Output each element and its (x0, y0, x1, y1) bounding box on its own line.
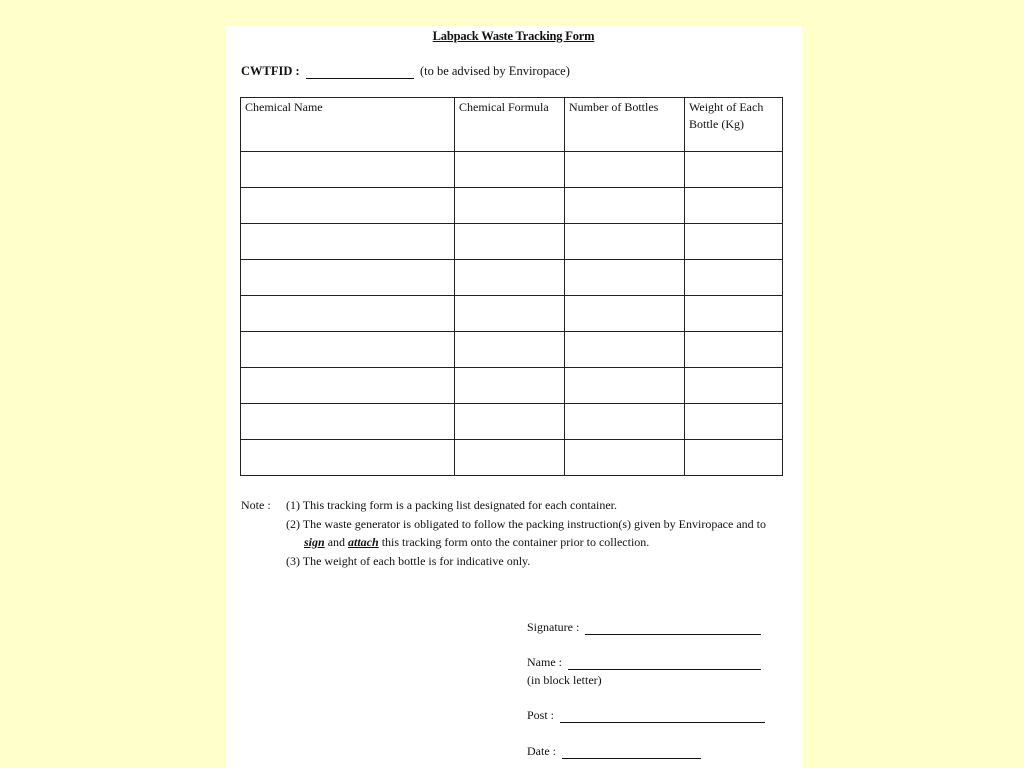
table-cell[interactable] (241, 224, 455, 260)
table-row (241, 404, 783, 440)
name-blank[interactable] (568, 657, 761, 670)
table-header-row (241, 98, 783, 152)
table-cell[interactable] (565, 296, 685, 332)
note-1: (1) This tracking form is a packing list designated for each container. (286, 498, 618, 512)
col-weight-each-bottle: Weight of Each Bottle (Kg) (685, 98, 783, 152)
table-cell[interactable] (241, 152, 455, 188)
table-cell[interactable] (685, 404, 783, 440)
table-cell[interactable] (241, 368, 455, 404)
table-cell[interactable] (241, 332, 455, 368)
table-cell[interactable] (455, 260, 565, 296)
table-cell[interactable] (241, 188, 455, 224)
table-cell[interactable] (241, 260, 455, 296)
table-row (241, 152, 783, 188)
table-cell[interactable] (565, 440, 685, 476)
cwtfid-label: CWTFID : (241, 64, 300, 78)
note-3: (3) The weight of each bottle is for indicative only. (286, 553, 531, 568)
table-row (241, 332, 783, 368)
table-cell[interactable] (565, 224, 685, 260)
table-cell[interactable] (455, 188, 565, 224)
table-cell[interactable] (565, 260, 685, 296)
table-row (241, 260, 783, 296)
table-cell[interactable] (685, 188, 783, 224)
table-cell[interactable] (455, 332, 565, 368)
note-2-line-1: (2) The waste generator is obligated to follow the packing instruction(s) given by Enviropace and to (286, 516, 766, 531)
name-hint: (in block letter) (527, 673, 602, 687)
table-row (241, 440, 783, 476)
signature-label: Signature : (527, 620, 580, 634)
name-label: Name : (527, 655, 562, 669)
table-cell[interactable] (565, 152, 685, 188)
col-chemical-name: Chemical Name (241, 98, 455, 152)
date-label: Date : (527, 744, 556, 758)
cwtfid-hint: (to be advised by Enviropace) (419, 64, 570, 78)
table-row (241, 368, 783, 404)
table-cell[interactable] (565, 188, 685, 224)
post-blank[interactable] (560, 710, 765, 723)
table-cell[interactable] (685, 368, 783, 404)
table-cell[interactable] (685, 152, 783, 188)
signature-blank[interactable] (585, 622, 761, 635)
note-sign-emphasis: sign (304, 535, 325, 549)
table-row (241, 224, 783, 260)
name-row (527, 655, 761, 670)
table-cell[interactable] (241, 404, 455, 440)
table-cell[interactable] (565, 332, 685, 368)
note-and-text: and (327, 535, 346, 549)
table-cell[interactable] (685, 296, 783, 332)
post-label: Post : (527, 708, 555, 722)
cwtfid-blank[interactable] (306, 66, 414, 79)
notes-label: Note : (241, 498, 271, 512)
table-cell[interactable] (685, 224, 783, 260)
table-cell[interactable] (685, 332, 783, 368)
notes-list (286, 496, 786, 570)
signature-row (527, 620, 761, 635)
note-attach-emphasis: attach (348, 535, 379, 549)
note-2-line-2 (286, 533, 786, 552)
cwtfid-row (241, 64, 570, 79)
table-cell[interactable] (565, 368, 685, 404)
table-cell[interactable] (455, 296, 565, 332)
form-title: Labpack Waste Tracking Form (432, 29, 595, 43)
table-cell[interactable] (241, 440, 455, 476)
table-cell[interactable] (455, 368, 565, 404)
table-cell[interactable] (455, 404, 565, 440)
table-cell[interactable] (685, 260, 783, 296)
table-cell[interactable] (685, 440, 783, 476)
table-row (241, 296, 783, 332)
table-cell[interactable] (241, 296, 455, 332)
table-row (241, 188, 783, 224)
waste-table (240, 97, 783, 476)
date-blank[interactable] (562, 746, 701, 759)
table-body (241, 152, 783, 476)
note-2-rest: this tracking form onto the container prior to collection. (381, 535, 650, 549)
date-row (527, 744, 701, 759)
form-page (225, 26, 802, 768)
post-row (527, 708, 765, 723)
table-cell[interactable] (455, 440, 565, 476)
table-cell[interactable] (455, 152, 565, 188)
col-chemical-formula: Chemical Formula (455, 98, 565, 152)
col-number-of-bottles: Number of Bottles (565, 98, 685, 152)
table-cell[interactable] (565, 404, 685, 440)
table-cell[interactable] (455, 224, 565, 260)
